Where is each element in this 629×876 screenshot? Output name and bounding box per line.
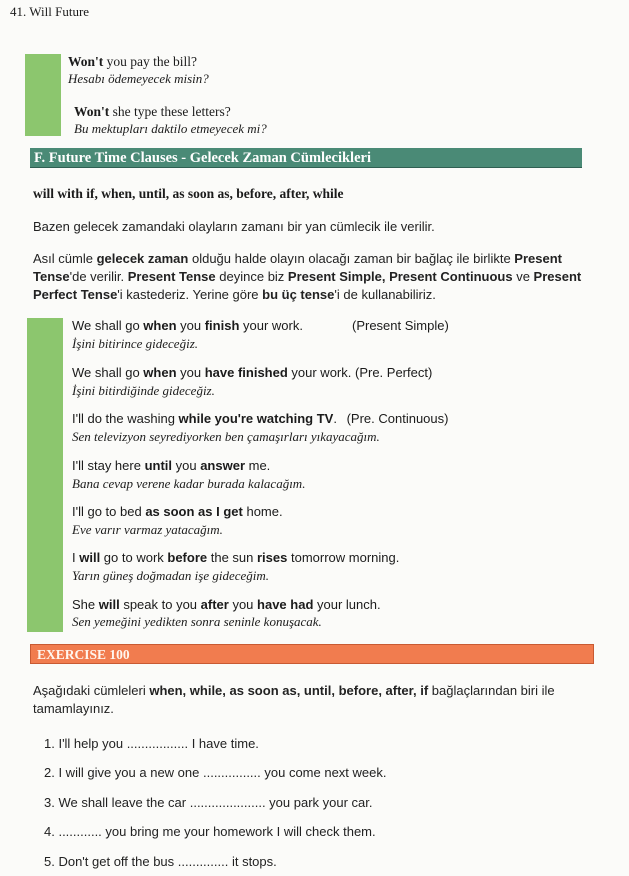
example-text: I'll stay here [72,458,145,473]
example-translation: Bu mektupları daktilo etmeyecek mi? [74,121,267,136]
example-translation: İşini bitirince gideceğiz. [72,336,199,351]
example-translation: İşini bitirdiğinde gideceğiz. [72,383,215,398]
example-keyword: Won't [74,104,110,119]
para-emphasis: Present Perfect Tense [33,269,582,302]
paragraph: Bazen gelecek zamandaki olayların zamanı bir yan cümlecik ile verilir. [33,219,435,234]
example-sentence [72,318,303,333]
para-emphasis: when, while, as soon as, until, before, after, if [149,683,429,698]
example-text: your work. [287,365,352,380]
example-text: you pay the bill? [103,54,197,69]
para-emphasis: bu üç tense [262,287,335,302]
para-text: Aşağıdaki cümleleri [33,683,150,698]
page-header: 41. Will Future [10,4,90,19]
example-translation: Hesabı ödemeyecek misin? [68,71,209,86]
example-text: We shall go [72,365,144,380]
example-keyword: will [98,597,120,612]
tense-note: (Present Simple) [352,318,449,333]
example-text: I'll do the washing [72,411,179,426]
example-text: you [176,318,205,333]
example-keyword: have finished [204,365,288,380]
example-text: tomorrow morning. [287,550,400,565]
example-keyword: finish [204,318,240,333]
example-keyword: rises [257,550,288,565]
example-keyword: after [200,597,229,612]
para-emphasis: Present Tense [127,269,216,284]
example-text: home. [242,504,283,519]
example-sentence [74,104,231,120]
tense-note: (Pre. Continuous) [346,411,449,426]
example-keyword: as soon as I get [145,504,243,519]
example-text: you [172,458,201,473]
example-text: you [228,597,258,612]
example-text: speak to you [119,597,201,612]
example-keyword: until [144,458,173,473]
para-text: deyince biz [215,269,288,284]
example-translation: Sen televizyon seyrediyorken ben çamaşırları yıkayacağım. [72,429,380,444]
example-translation: Bana cevap verene kadar burada kalacağım. [72,476,306,491]
exercise-heading: EXERCISE 100 [30,644,594,664]
para-text: ve [512,269,534,284]
para-text: olduğu halde olayın olacağı zaman bir bağlaç ile birlikte [188,251,515,266]
example-sentence [68,54,197,70]
example-text: She [72,597,99,612]
para-text: 'i kastederiz. Yerine göre [117,287,263,302]
example-translation: Sen yemeğini yedikten sonra seninle konuşacak. [72,614,322,629]
example-sentence [72,550,399,565]
para-emphasis: gelecek zaman [96,251,189,266]
example-text: . [333,411,337,426]
example-bar [27,318,63,632]
para-text: Asıl cümle [33,251,97,266]
example-text: the sun [207,550,257,565]
example-text: she type these letters? [109,104,231,119]
example-text: your work. [239,318,303,333]
example-text: We shall go [72,318,144,333]
exercise-instructions [33,682,589,718]
example-text: me. [245,458,271,473]
section-subtitle: will with if, when, until, as soon as, before, after, while [33,186,344,201]
example-keyword: have had [257,597,314,612]
para-text: bağlaçlarından biri ile [428,683,555,698]
example-sentence [72,411,448,426]
example-translation: Eve varır varmaz yatacağım. [72,522,223,537]
example-translation: Yarın güneş doğmadan işe gideceğim. [72,568,270,583]
example-text: I'll go to bed [72,504,146,519]
example-text: I [72,550,80,565]
example-text: go to work [100,550,168,565]
exercise-item: 1. I'll help you ................. I have time. [44,736,259,751]
para-emphasis: Present Tense [33,251,562,284]
tense-note: (Pre. Perfect) [355,365,433,380]
example-keyword: answer [200,458,246,473]
example-keyword: will [79,550,101,565]
section-heading: F. Future Time Clauses - Gelecek Zaman Cümlecikleri [30,148,582,168]
exercise-item: 2. I will give you a new one ................ you come next week. [44,765,387,780]
para-text: 'i de kullanabiliriz. [334,287,436,302]
para-text: tamamlayınız. [33,701,114,716]
example-text: your lunch. [313,597,381,612]
example-sentence [72,458,270,473]
para-emphasis: Present Simple, Present Continuous [287,269,513,284]
example-keyword: when [143,318,177,333]
example-keyword: before [167,550,208,565]
exercise-item: 4. ............ you bring me your homework I will check them. [44,824,376,839]
example-keyword: while you're watching TV [178,411,334,426]
example-text: you [176,365,205,380]
example-sentence [72,597,381,612]
example-sentence [72,365,432,380]
para-text: 'de verilir. [69,269,128,284]
exercise-item: 3. We shall leave the car ..................... you park your car. [44,795,373,810]
example-sentence [72,504,283,519]
example-keyword: when [143,365,177,380]
paragraph [33,250,589,304]
example-bar [25,54,61,136]
exercise-item: 5. Don't get off the bus .............. it stops. [44,854,277,869]
example-keyword: Won't [68,54,104,69]
